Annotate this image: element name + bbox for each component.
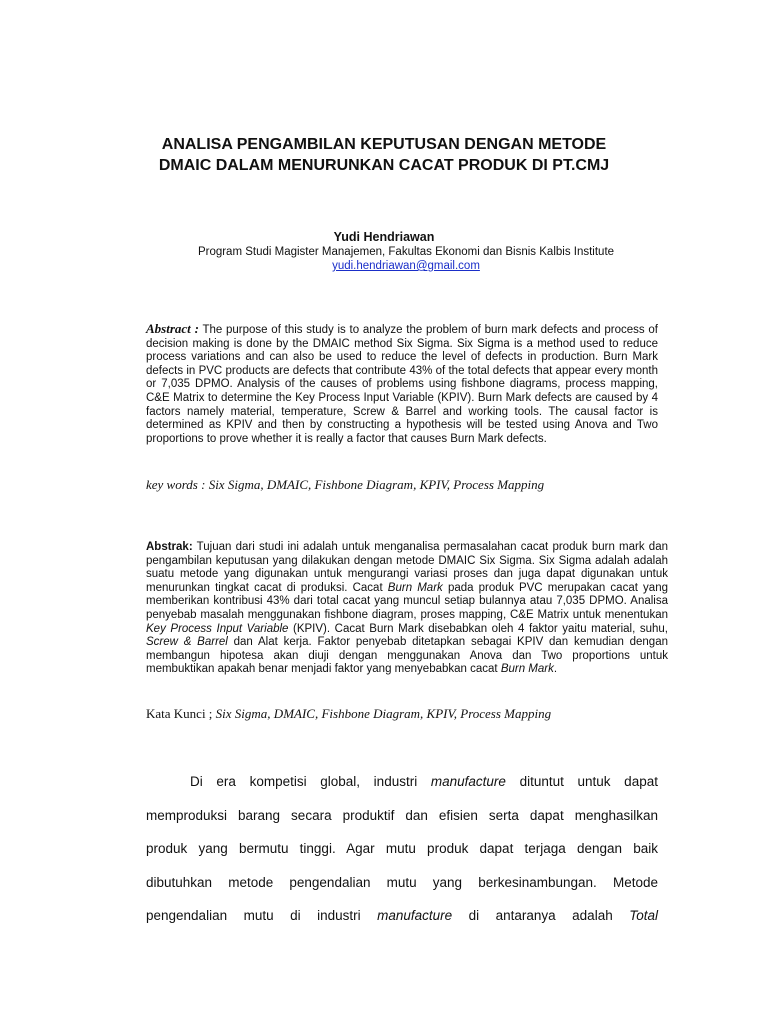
- body-line-5: [146, 899, 658, 933]
- abstrak-text-1: Tujuan dari studi ini adalah untuk menganalisa permasalahan cacat produk burn mark dan pengambilan keputusan yang dilakukan dengan metode DMAIC Six Sigma. Six Sigma adalah adalah suatu metode yang digunakan untuk mengurangi variasi proses dan juga dapat digunakan untuk menurunkan tingkat cacat di produksi. Cacat: [146, 541, 668, 594]
- abstrak-label: Abstrak:: [146, 541, 193, 553]
- abstrak-italic-4: Burn Mark: [500, 663, 554, 676]
- abstract-indonesian: [146, 541, 668, 677]
- body-line-4: dibutuhkan metode pengendalian mutu yang berkesinambungan. Metode: [146, 874, 658, 890]
- author-affiliation-block: [0, 245, 768, 273]
- body-line-5-italic-end: Total: [629, 908, 658, 924]
- body-line-5-text-a: pengendalian mutu di industri: [146, 908, 361, 924]
- body-line-5-italic: manufacture: [377, 908, 453, 924]
- body-paragraph: [146, 765, 658, 933]
- kunci-terms: Six Sigma, DMAIC, Fishbone Diagram, KPIV, Process Mapping: [215, 706, 552, 721]
- abstrak-italic-2: Key Process Input Variable: [146, 622, 289, 635]
- abstrak-end: .: [553, 663, 558, 676]
- paper-title-line-1: ANALISA PENGAMBILAN KEPUTUSAN DENGAN METODE: [161, 136, 607, 153]
- abstrak-text-2: pada produk PVC merupakan cacat yang memberikan kontribusi 43% dari total cacat yang muncul setiap bulannya atau 7,035 DPMO. Analisa penyebab masalah menggunakan fishbone diagram, proses mapping, C&E Matrix untuk menentukan: [146, 581, 668, 621]
- affiliation: Program Studi Magister Manajemen, Fakultas Ekonomi dan Bisnis Kalbis Institute: [197, 246, 615, 258]
- body-line-2: memproduksi barang secara produktif dan efisien serta dapat menghasilkan: [146, 807, 658, 823]
- body-line-3: produk yang bermutu tinggi. Agar mutu produk dapat terjaga dengan baik: [146, 841, 658, 857]
- body-line-1-italic: manufacture: [430, 774, 506, 789]
- keywords-english: key words : Six Sigma, DMAIC, Fishbone Diagram, KPIV, Process Mapping: [146, 477, 545, 492]
- paper-title-line-2: DMAIC DALAM MENURUNKAN CACAT PRODUK DI PT.CMJ: [158, 157, 610, 174]
- abstrak-text-4: dan Alat kerja. Faktor penyebab ditetapkan sebagai KPIV dan kemudian dengan membangun hipotesa akan diuji dengan menggunakan Anova dan Two proportions untuk membuktikan apakah benar menjadi faktor yang menyebabkan cacat: [146, 636, 668, 676]
- abstract-english: [146, 322, 658, 446]
- kunci-label: Kata Kunci ;: [146, 706, 213, 721]
- abstrak-italic-1: Burn Mark: [387, 581, 443, 594]
- author-email-link[interactable]: yudi.hendriawan@gmail.com: [332, 260, 480, 272]
- paper-title: [100, 134, 668, 176]
- keywords-indonesian: [146, 706, 666, 722]
- body-line-1: [146, 765, 658, 799]
- body-line-5-text-c: di antaranya adalah: [468, 908, 613, 924]
- abstrak-text-3: (KPIV). Cacat Burn Mark disebabkan oleh 4 faktor yaitu material, suhu,: [293, 622, 668, 635]
- abstract-label: Abstract :: [146, 321, 199, 336]
- author-name: Yudi Hendriawan: [333, 230, 435, 244]
- abstrak-italic-3: Screw & Barrel: [146, 636, 228, 649]
- body-line-1-text-a: Di era kompetisi global, industri: [190, 774, 418, 789]
- body-line-1-text-c: dituntut untuk dapat: [519, 774, 658, 789]
- abstract-text: The purpose of this study is to analyze the problem of burn mark defects and process of decision making is done by the DMAIC method Six Sigma. Six Sigma is a method used to reduce process variations and can also be used to reduce the level of defects in production. Burn Mark defects in PVC products are defects that contribute 43% of the total defects that appear every month or 7,035 DPMO. Analysis of the causes of problems using fishbone diagrams, process mapping, C&E Matrix to determine the Key Process Input Variable (KPIV). Burn Mark defects are caused by 4 factors namely material, temperature, Screw & Barrel and working tools. The causal factor is determined as KPIV and then by constructing a hypothesis will be tested using Anova and Two proportions to prove whether it is really a factor that causes Burn Mark defects.: [146, 324, 658, 445]
